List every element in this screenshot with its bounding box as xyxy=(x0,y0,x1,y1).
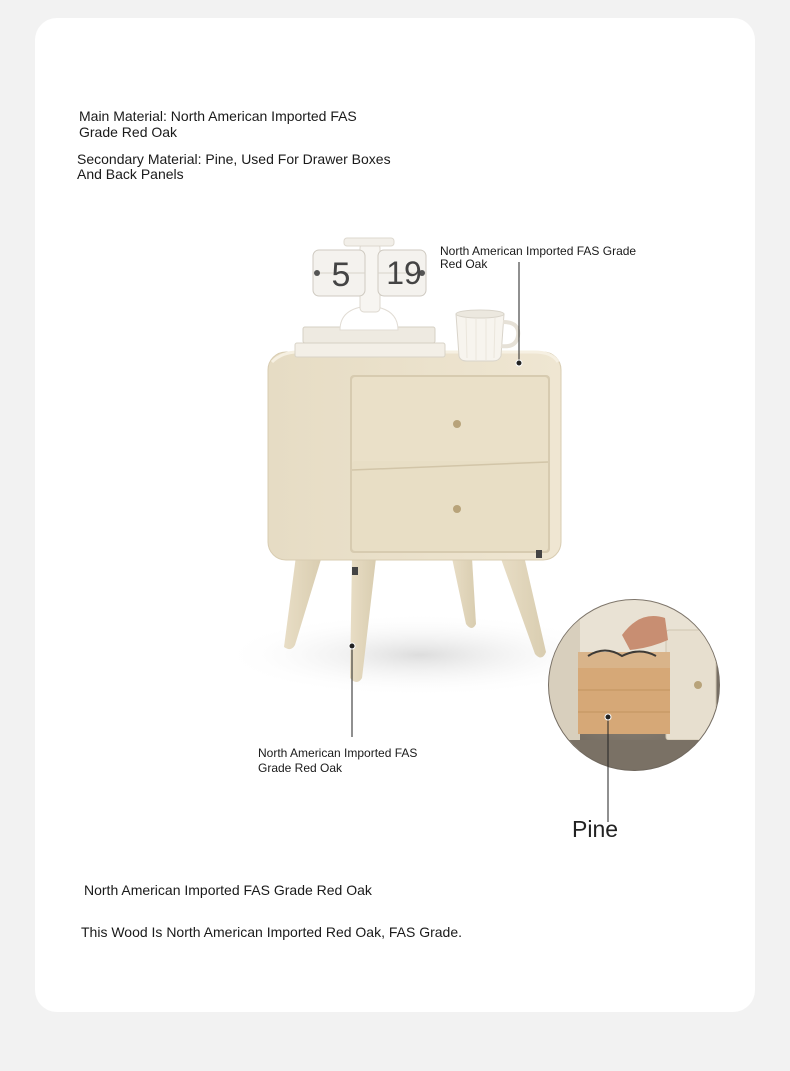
top-drawer xyxy=(352,377,548,470)
callout-pine: Pine xyxy=(572,816,619,842)
callout-top-line1: North American Imported FAS Grade xyxy=(440,244,637,258)
nightstand-cabinet xyxy=(268,352,561,575)
bottom-drawer xyxy=(352,461,548,551)
callout-leg-line1: North American Imported FAS xyxy=(258,746,418,760)
drawer-knob xyxy=(453,420,461,428)
secondary-material-line2: And Back Panels xyxy=(77,166,184,182)
wood-heading: North American Imported FAS Grade Red Oak xyxy=(84,882,372,898)
pine-drawer-detail xyxy=(540,599,740,822)
main-material-line2: Grade Red Oak xyxy=(79,124,178,140)
callout-leg-line2: Grade Red Oak xyxy=(258,761,343,775)
drawer-knob xyxy=(453,505,461,513)
clock-minute: 19 xyxy=(386,255,422,291)
callout-top-line2: Red Oak xyxy=(440,257,488,271)
clock-hour: 5 xyxy=(331,256,351,294)
stacked-books xyxy=(295,327,445,357)
secondary-material-line1: Secondary Material: Pine, Used For Drawer Boxes xyxy=(77,151,391,167)
main-material-line1: Main Material: North American Imported FAS xyxy=(79,108,357,124)
wood-description: This Wood Is North American Imported Red Oak, FAS Grade. xyxy=(81,924,463,940)
flip-clock xyxy=(313,238,426,330)
